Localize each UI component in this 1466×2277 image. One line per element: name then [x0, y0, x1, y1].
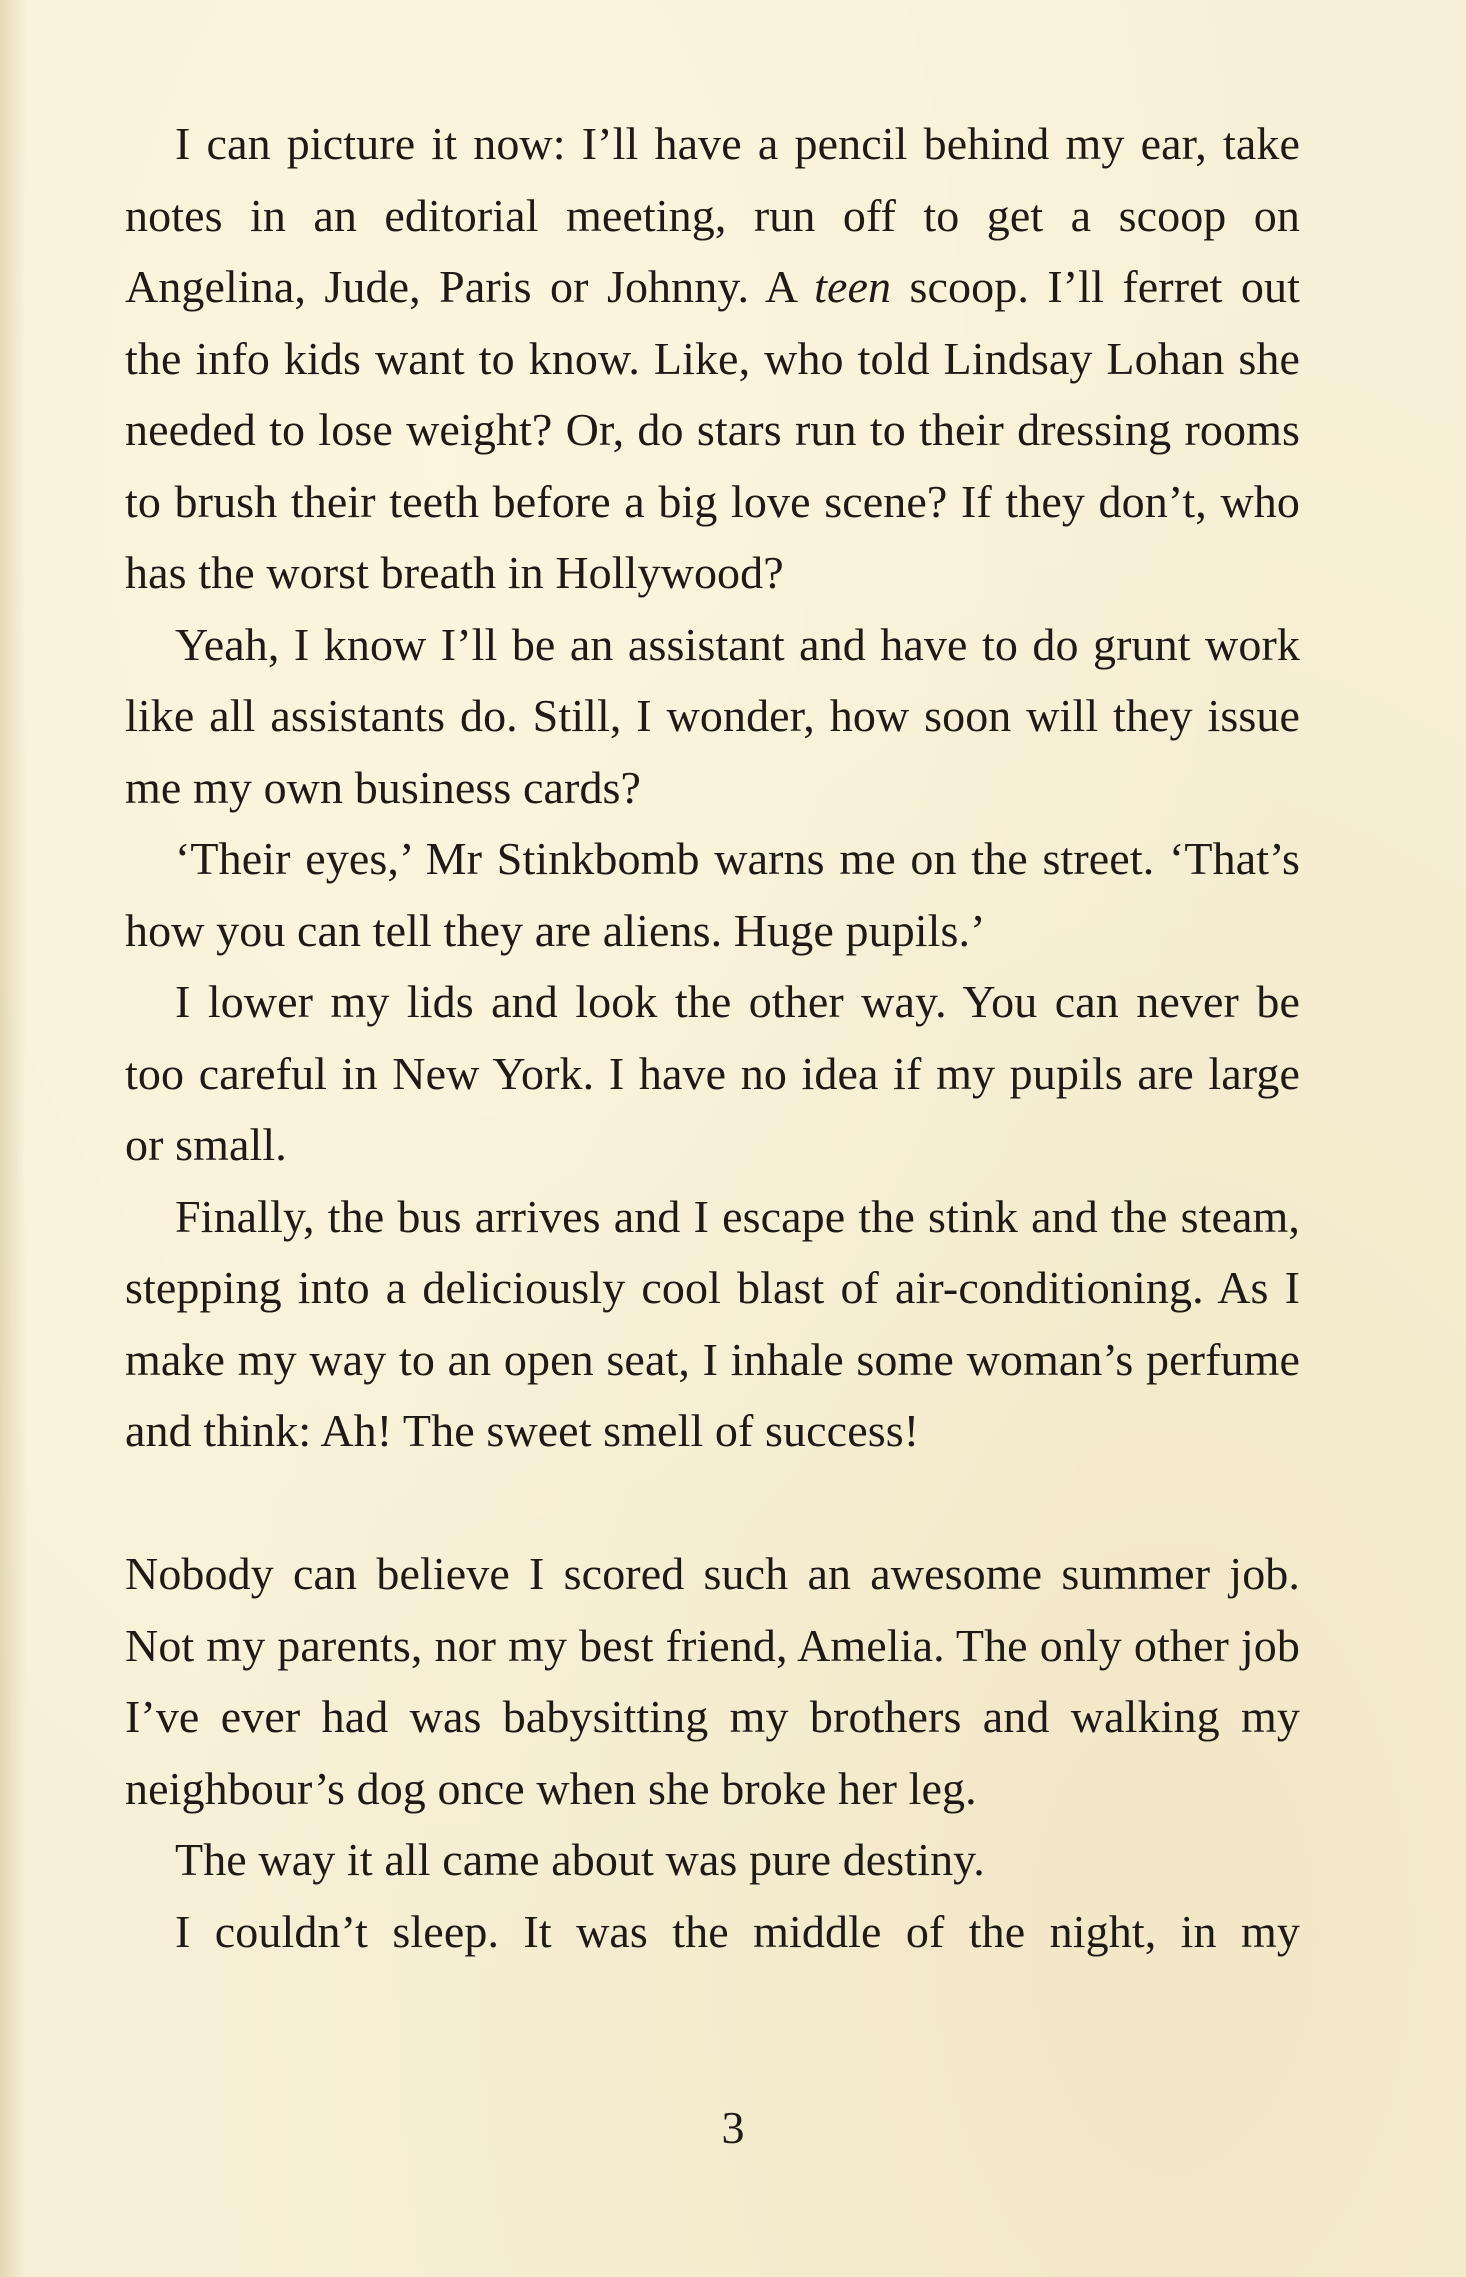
paragraph-8: I couldn’t sleep. It was the middle of the night, in my: [175, 1905, 1300, 1957]
paragraph-4: I lower my lids and look the other way. You can never be too careful in New York. I have no idea if my pupils are large or small.: [125, 976, 1300, 1170]
paragraph-2: Yeah, I know I’ll be an assistant and have to do grunt work like all assistants do. Still, I wonder, how soon will they issue me my own business cards?: [125, 618, 1300, 813]
paragraph-7: The way it all came about was pure destiny.: [175, 1834, 985, 1885]
paragraph-3: ‘Their eyes,’ Mr Stinkbomb warns me on the street. ‘That’s how you can tell they are aliens. Huge pupils.’: [125, 833, 1300, 956]
body-text: [125, 108, 1300, 1967]
page-edge-shadow: [0, 0, 26, 2277]
paragraph-1: I can picture it now: I’ll have a pencil behind my ear, take notes in an editorial meeting, run off to get a scoop on Angelina, Jude, Paris or Johnny. A teen scoop. I’ll ferret out the info kids want to know. Like, who told Lindsay Lohan she needed to lose weight? Or, do stars run to their dressing rooms to brush their teeth before a big love scene? If they don’t, who has the worst breath in Hollywood?: [125, 118, 1300, 598]
page-number: 3: [721, 2102, 745, 2153]
paragraph-6: Nobody can believe I scored such an awesome summer job. Not my parents, nor my best friend, Amelia. The only other job I’ve ever had was babysitting my brothers and walking my neighbour’s dog once when she broke her leg.: [125, 1548, 1300, 1814]
emphasis-teen: teen: [814, 261, 892, 312]
paragraph-5: Finally, the bus arrives and I escape the stink and the steam, stepping into a deliciously cool blast of air-conditioning. As I make my way to an open seat, I inhale some woman’s perfume and think: Ah! The sweet smell of success!: [125, 1190, 1300, 1456]
